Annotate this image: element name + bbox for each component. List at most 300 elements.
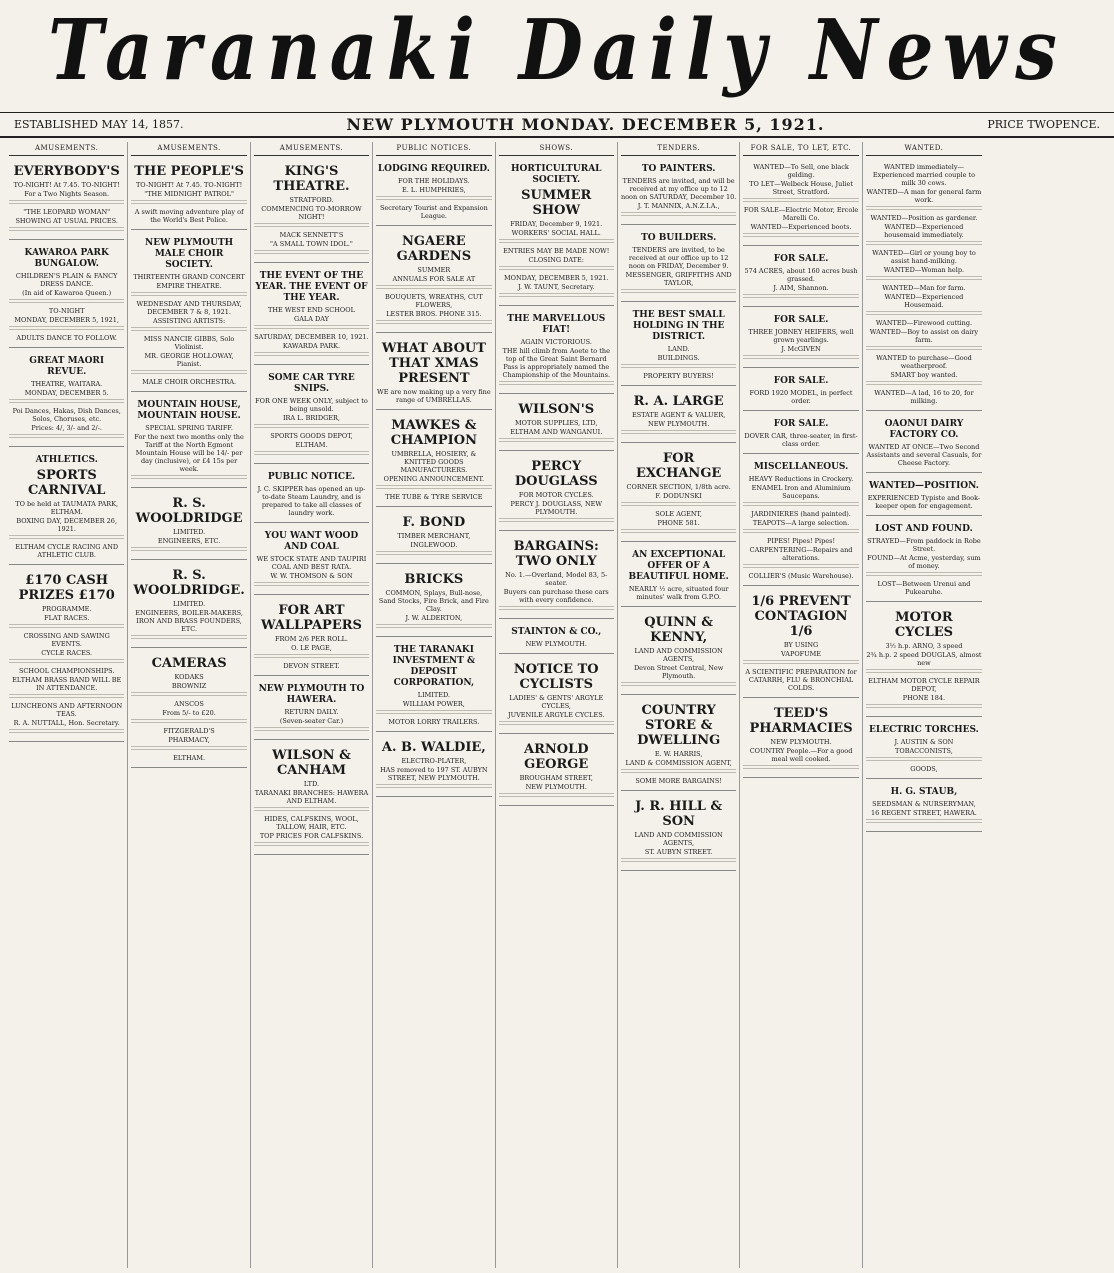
columns xyxy=(6,142,1108,1268)
column-3 xyxy=(251,142,373,1268)
body-text-filler xyxy=(9,326,124,332)
ad-text-line: J. W. ALDERTON, xyxy=(405,614,463,622)
ad-subheading: ELECTRIC TORCHES. xyxy=(869,725,979,735)
ad-text-line: SPECIAL SPRING TARIFF. xyxy=(145,424,233,432)
ad-text-line: LAND. xyxy=(667,345,690,353)
ad-subheading: TO PAINTERS. xyxy=(641,164,716,174)
ad-text-line: ANNUALS FOR SALE AT xyxy=(392,275,476,283)
ad-headline: F. BOND xyxy=(402,515,466,530)
ad-text-line: EMPIRE THEATRE. xyxy=(156,282,222,290)
advertisement xyxy=(866,782,982,832)
body-text-filler xyxy=(866,704,982,710)
ad-text-line: TO-NIGHT xyxy=(48,307,85,315)
body-text-filler xyxy=(254,223,369,229)
ad-headline: THE PEOPLE'S xyxy=(134,164,244,179)
advertisement xyxy=(376,336,491,410)
ad-text-line: LAND AND COMMISSION AGENTS, xyxy=(634,647,723,663)
ad-text-line: WE are now making up a very fine range of UMBRELLAS. xyxy=(377,388,491,404)
ad-text-line: TO-NIGHT! At 7.45. TO-NIGHT! xyxy=(135,181,243,189)
ad-text-line: THREE JOBNEY HEIFERS, well grown yearlings. xyxy=(748,328,854,344)
advertisement xyxy=(254,743,369,855)
ad-text-line: STRAYED—From paddock in Robe Street. xyxy=(867,537,981,553)
ad-text-line: WANTED—Experienced boots. xyxy=(750,223,852,231)
ad-text-line: NEW PLYMOUTH. xyxy=(648,420,710,428)
ad-text-line: WANTED—Position as gardener. xyxy=(870,214,978,222)
ad-text-line: CYCLE RACES. xyxy=(41,649,93,657)
body-text-filler xyxy=(376,285,491,291)
body-text-filler xyxy=(499,266,614,272)
column-5 xyxy=(496,142,618,1268)
ad-headline: MAWKES & CHAMPION xyxy=(390,418,477,448)
ad-headline: TEED'S PHARMACIES xyxy=(749,706,853,736)
ad-subheading: LODGING REQUIRED. xyxy=(377,164,490,174)
ad-headline: NOTICE TO CYCLISTS xyxy=(513,662,599,692)
body-text-filler xyxy=(131,475,246,481)
ad-subheading: YOU WANT WOOD AND COAL xyxy=(264,531,359,552)
ad-text-line: WANTED—Experienced housemaid immediately. xyxy=(884,223,964,239)
body-text-filler xyxy=(131,327,246,333)
ad-text-line: PHONE 581. xyxy=(657,519,700,527)
advertisement xyxy=(499,454,614,531)
ad-text-line: LESTER BROS. PHONE 315. xyxy=(386,310,482,318)
body-text-filler xyxy=(9,227,124,233)
ad-text-line: TARANAKI BRANCHES: HAWERA AND ELTHAM. xyxy=(254,789,369,805)
ad-text-line: NEW PLYMOUTH. xyxy=(770,738,832,746)
advertisement xyxy=(866,720,982,779)
ad-headline: PERCY DOUGLASS xyxy=(514,459,598,489)
body-text-filler xyxy=(866,346,982,352)
ad-text-line: Buyers can purchase these cars with every confidence. xyxy=(503,588,609,604)
ad-text-line: BY USING xyxy=(783,641,819,649)
ad-text-line: DOVER CAR, three-seater, in first-class order. xyxy=(744,432,858,448)
advertisement xyxy=(131,651,246,768)
ad-text-line: FORD 1920 MODEL, in perfect order. xyxy=(749,389,853,405)
ad-text-line: LIMITED. xyxy=(172,528,206,536)
ad-text-line: "A SMALL TOWN IDOL." xyxy=(270,240,353,248)
ad-text-line: ESTATE AGENT & VALUER, xyxy=(631,411,726,419)
body-text-filler xyxy=(866,819,982,825)
advertisement xyxy=(621,389,736,443)
ad-text-line: IRA L. BRIDGER, xyxy=(282,414,340,422)
ad-subheading: HORTICULTURAL SOCIETY. xyxy=(511,164,602,185)
ad-subheading: PUBLIC NOTICE. xyxy=(267,472,356,482)
advertisement xyxy=(254,679,369,740)
body-text-filler xyxy=(376,196,491,202)
ad-text-line: MONDAY, DECEMBER 5, 1921, xyxy=(14,316,119,324)
ad-text-line: DEVON STREET. xyxy=(283,662,340,670)
ad-text-line: ASSISTING ARTISTS: xyxy=(153,317,226,325)
ad-text-line: LTD. xyxy=(303,780,320,788)
ad-headline: EVERYBODY'S xyxy=(13,164,120,179)
body-text-filler xyxy=(621,769,736,775)
ad-text-line: 16 REGENT STREET, HAWERA. xyxy=(870,809,977,817)
advertisement xyxy=(9,351,124,447)
advertisement xyxy=(131,233,246,392)
masthead xyxy=(0,0,1114,110)
ad-text-line: ST. AUBYN STREET. xyxy=(644,848,713,856)
ad-text-line: FITZGERALD'S xyxy=(163,727,215,735)
ad-text-line: J. T. MANNIX, A.N.Z.I.A., xyxy=(637,202,720,210)
ad-text-line: PROPERTY BUYERS! xyxy=(643,372,714,380)
advertisement xyxy=(743,457,858,586)
ad-text-line: WEDNESDAY AND THURSDAY, DECEMBER 7 & 8, 1921. xyxy=(136,300,242,316)
ad-headline: R. S. WOOLDRIDGE xyxy=(135,496,243,526)
ad-text-line: ELECTRO-PLATER, xyxy=(401,757,467,765)
body-text-filler xyxy=(743,502,858,508)
ad-text-line: ELTHAM MOTOR CYCLE REPAIR DEPOT, xyxy=(868,677,980,693)
advertisement xyxy=(9,243,124,348)
ad-text-line: LOST—Between Urenui and Pukearuhe. xyxy=(877,580,971,596)
advertisement xyxy=(621,610,736,695)
body-text-filler xyxy=(376,710,491,716)
ad-text-line: CHILDREN'S PLAIN & FANCY DRESS DANCE. xyxy=(15,272,118,288)
ad-text-line: SOLE AGENT, xyxy=(655,510,702,518)
advertisement xyxy=(254,598,369,676)
ad-text-line: LAND & COMMISSION AGENT, xyxy=(625,759,732,767)
ad-headline: KING'S THEATRE. xyxy=(273,164,350,194)
advertisement xyxy=(131,491,246,560)
ad-text-line: SEEDSMAN & NURSERYMAN, xyxy=(872,800,976,808)
ad-text-line: COLLIER'S (Music Warehouse). xyxy=(748,572,854,580)
ad-text-line: WANTED—Woman help. xyxy=(883,266,965,274)
ad-text-line: WANTED AT ONCE—Two Second Assistants and several Casuals, for Cheese Factory. xyxy=(866,443,982,467)
ad-text-line: MONDAY, DECEMBER 5, 1921. xyxy=(503,274,609,282)
advertisement xyxy=(743,371,858,411)
ad-text-line: LIMITED. xyxy=(417,691,450,699)
ad-text-line: FOR MOTOR CYCLES. xyxy=(518,491,594,499)
body-text-filler xyxy=(9,299,124,305)
ad-text-line: FRIDAY, December 9, 1921. xyxy=(510,220,603,228)
ad-text-line: WANTED immediately—Experienced married couple to milk 30 cows. xyxy=(872,163,976,187)
ad-headline: WILSON'S xyxy=(518,402,595,417)
ad-text-line: BROUGHAM STREET, xyxy=(519,774,593,782)
advertisement xyxy=(254,467,369,523)
advertisement xyxy=(743,310,858,368)
body-text-filler xyxy=(254,842,369,848)
column-1 xyxy=(6,142,128,1268)
body-text-filler xyxy=(131,547,246,553)
ad-text-line: J. AIM, Shannon. xyxy=(773,284,829,292)
ad-text-line: WANTED—Girl or young boy to assist hand-milking. xyxy=(872,249,976,265)
ad-subheading: ATHLETICS. xyxy=(35,455,98,465)
body-text-filler xyxy=(743,765,858,771)
ad-subheading: THE TARANAKI INVESTMENT & DEPOSIT CORPORATION, xyxy=(392,645,476,688)
advertisement xyxy=(866,605,982,717)
body-text-filler xyxy=(376,624,491,630)
body-text-filler xyxy=(866,572,982,578)
body-text-filler xyxy=(499,293,614,299)
advertisement xyxy=(376,413,491,507)
body-text-filler xyxy=(254,451,369,457)
advertisement xyxy=(9,450,124,565)
advertisement xyxy=(131,395,246,488)
ad-text-line: WANTED—Firewood cutting. xyxy=(875,319,973,327)
ad-subheading: GREAT MAORI REVUE. xyxy=(29,356,105,377)
ad-text-line: COMMON, Splays, Bull-nose, Sand Stocks, Fire Brick, and Fire Clay. xyxy=(378,589,489,613)
ad-text-line: BOUQUETS, WREATHS, CUT FLOWERS, xyxy=(384,293,483,309)
ad-headline: COUNTRY STORE & DWELLING xyxy=(637,703,721,748)
ad-text-line: RETURN DAILY. xyxy=(284,708,339,716)
body-text-filler xyxy=(9,694,124,700)
ad-text-line: (Seven-seater Car.) xyxy=(279,717,344,725)
ad-text-line: PERCY J. DOUGLASS, NEW PLYMOUTH. xyxy=(510,500,603,516)
ad-text-line: For a Two Nights Season. xyxy=(24,190,110,198)
advertisement xyxy=(621,446,736,542)
column-header: TENDERS. xyxy=(621,142,736,156)
body-text-filler xyxy=(9,659,124,665)
price: PRICE TWOPENCE. xyxy=(987,118,1100,131)
body-text-filler xyxy=(376,551,491,557)
ad-text-line: FOR SALE—Electric Motor, Ercole Marelli Co. xyxy=(743,206,859,222)
advertisement xyxy=(866,519,982,602)
ad-text-line: TEAPOTS—A large selection. xyxy=(752,519,850,527)
ad-headline: £170 CASH PRIZES £170 xyxy=(18,573,115,603)
ad-text-line: FOR ONE WEEK ONLY, subject to being unsold. xyxy=(255,397,368,413)
ad-text-line: CORNER SECTION, 1/8th acre. xyxy=(626,483,731,491)
ad-text-line: MONDAY, DECEMBER 5. xyxy=(24,389,109,397)
ad-text-line: THEATRE, WAITARA. xyxy=(31,380,103,388)
ad-text-line: CLOSING DATE: xyxy=(528,256,584,264)
advertisement xyxy=(499,159,614,306)
ad-text-line: "THE MIDNIGHT PATROL" xyxy=(144,190,234,198)
column-header: WANTED. xyxy=(866,142,982,156)
advertisement xyxy=(376,229,491,333)
ad-text-line: WANTED—A lad, 16 to 20, for milking. xyxy=(874,389,974,405)
body-text-filler xyxy=(621,364,736,370)
ad-text-line: BROWNIZ xyxy=(171,682,207,690)
ad-text-line: TIMBER MERCHANT, xyxy=(397,532,471,540)
body-text-filler xyxy=(376,485,491,491)
advertisement xyxy=(376,640,491,732)
ad-subheading: H. G. STAUB, xyxy=(890,787,958,797)
body-text-filler xyxy=(621,212,736,218)
ad-text-line: Prices: 4/, 3/- and 2/-. xyxy=(31,424,102,432)
ad-text-line: SUMMER xyxy=(417,266,451,274)
ad-text-line: HAS removed to 197 ST. AUBYN STREET, NEW PLYMOUTH. xyxy=(380,766,488,782)
column-header: AMUSEMENTS. xyxy=(9,142,124,156)
ad-text-line: ADULTS DANCE TO FOLLOW. xyxy=(16,334,117,342)
body-text-filler xyxy=(254,807,369,813)
body-text-filler xyxy=(499,606,614,612)
ad-subheading: FOR SALE. xyxy=(773,419,829,429)
advertisement xyxy=(9,159,124,240)
ad-text-line: STRATFORD. xyxy=(289,196,334,204)
body-text-filler xyxy=(254,582,369,588)
advertisement xyxy=(499,657,614,734)
ad-text-line: THIRTEENTH GRAND CONCERT xyxy=(133,273,245,281)
body-text-filler xyxy=(866,276,982,282)
body-text-filler xyxy=(621,502,736,508)
body-text-filler xyxy=(254,727,369,733)
advertisement xyxy=(621,545,736,607)
advertisement xyxy=(376,735,491,797)
ad-text-line: GALA DAY xyxy=(294,315,329,323)
body-text-filler xyxy=(866,669,982,675)
ad-text-line: R. A. NUTTALL, Hon. Secretary. xyxy=(13,719,120,727)
body-text-filler xyxy=(499,793,614,799)
ad-text-line: Poi Dances, Hakas, Dish Dances, Solos, Choruses, etc. xyxy=(12,407,121,423)
ad-text-line: NEW PLYMOUTH. xyxy=(525,783,587,791)
ad-subheading: SOME CAR TYRE SNIPS. xyxy=(268,373,355,394)
body-text-filler xyxy=(621,529,736,535)
ad-text-line: SPORTS GOODS DEPOT, xyxy=(270,432,353,440)
ad-text-line: WANTED—Man for farm. xyxy=(882,284,966,292)
ad-text-line: A SCIENTIFIC PREPARATION for CATARRH, FLU & BRONCHIAL COLDS. xyxy=(745,668,857,692)
ad-text-line: EXPERIENCED Typiste and Book-keeper open for engagement. xyxy=(867,494,981,510)
body-text-filler xyxy=(131,635,246,641)
ad-text-line: THE TUBE & TYRE SERVICE xyxy=(385,493,483,501)
ad-subheading: THE BEST SMALL HOLDING IN THE DISTRICT. xyxy=(632,310,725,342)
advertisement xyxy=(743,159,858,246)
body-text-filler xyxy=(131,746,246,752)
body-text-filler xyxy=(866,311,982,317)
ad-text-line: O. LE PAGE, xyxy=(291,644,332,652)
advertisement xyxy=(743,589,858,698)
advertisement xyxy=(254,266,369,365)
advertisement xyxy=(743,249,858,307)
column-header: AMUSEMENTS. xyxy=(254,142,369,156)
ad-text-line: SOME MORE BARGAINS! xyxy=(635,777,722,785)
ad-text-line: TENDERS are invited, to be received at our office up to 12 noon on FRIDAY, December 9. xyxy=(628,246,729,270)
ad-headline: R. S. WOOLDRIDGE. xyxy=(133,568,245,598)
body-text-filler xyxy=(621,858,736,864)
ad-text-line: F. DODUNSKI xyxy=(655,492,702,500)
body-text-filler xyxy=(499,721,614,727)
body-text-filler xyxy=(499,518,614,524)
advertisement xyxy=(499,737,614,806)
body-text-filler xyxy=(621,682,736,688)
advertisement xyxy=(621,698,736,791)
body-text-filler xyxy=(376,320,491,326)
ad-headline: BARGAINS: TWO ONLY xyxy=(513,539,599,569)
ad-text-line: CARPENTERING—Repairs and alterations. xyxy=(749,546,853,562)
ad-subheading: NEW PLYMOUTH MALE CHOIR SOCIETY. xyxy=(145,238,234,270)
ad-subheading: KAWAROA PARK BUNGALOW. xyxy=(24,248,109,269)
ad-text-line: WANTED to purchase—Good weatherproof. xyxy=(876,354,972,370)
ad-text-line: THE WEST END SCHOOL xyxy=(268,306,355,314)
ad-text-line: From 5/- to £20. xyxy=(162,709,216,717)
ad-text-line: BOXING DAY, DECEMBER 26, 1921. xyxy=(16,517,118,533)
ad-headline: WILSON & CANHAM xyxy=(272,748,351,778)
advertisement xyxy=(866,159,982,411)
ad-headline: QUINN & KENNY, xyxy=(644,615,714,645)
ad-text-line: OPENING ANNOUNCEMENT. xyxy=(383,475,485,483)
ad-text-line: JUVENILE ARGYLE CYCLES. xyxy=(508,711,605,719)
ad-text-line: WANTED—To Sell, one black gelding. xyxy=(753,163,849,179)
ad-text-line: TO be held at TAUMATA PARK, ELTHAM. xyxy=(15,500,119,516)
ad-subheading: FOR SALE. xyxy=(773,315,829,325)
ad-text-line: LIMITED. xyxy=(172,600,206,608)
ad-text-line: WANTED—Experienced Housemaid. xyxy=(884,293,964,309)
column-6 xyxy=(618,142,740,1268)
column-7 xyxy=(740,142,862,1268)
ad-subheading: WANTED—POSITION. xyxy=(868,481,979,491)
ad-subheading: FOR SALE. xyxy=(773,376,829,386)
ad-text-line: TO LET—Welbeck House, Juliet Street, Stratford. xyxy=(749,180,853,196)
ad-text-line: SCHOOL CHAMPIONSHIPS. xyxy=(18,667,115,675)
advertisement xyxy=(866,414,982,473)
ad-text-line: MISS NANCIE GIBBS, Solo Violinist. xyxy=(143,335,235,351)
dateline-bar xyxy=(0,112,1114,138)
body-text-filler xyxy=(743,529,858,535)
column-2 xyxy=(128,142,250,1268)
ad-text-line: ENAMEL Iron and Aluminium Saucepans. xyxy=(751,484,851,500)
ad-subheading: AN EXCEPTIONAL OFFER OF A BEAUTIFUL HOME. xyxy=(628,550,729,582)
column-header: PUBLIC NOTICES. xyxy=(376,142,491,156)
ad-text-line: ELTHAM AND WANGANUI. xyxy=(510,428,603,436)
ad-text-line: HIDES, CALFSKINS, WOOL, TALLOW, HAIR, ETC. xyxy=(264,815,359,831)
ad-text-line: No. 1.—Overland, Model 83, 5-seater. xyxy=(505,571,608,587)
ad-subheading: THE MARVELLOUS FIAT! xyxy=(507,314,606,335)
ad-text-line: COUNTRY People.—For a good meal well cooked. xyxy=(749,747,853,763)
body-text-filler xyxy=(131,370,246,376)
body-text-filler xyxy=(499,381,614,387)
body-text-filler xyxy=(743,294,858,300)
ad-text-line: BUILDINGS. xyxy=(657,354,700,362)
ad-text-line: For the next two months only the Tariff at the North Egmont Mountain House will be 14/- per day (inclusive), or £4 15s per week. xyxy=(134,433,244,473)
ad-text-line: THE hill climb from Aoete to the top of the Great Saint Bernard Pass is appropriately named the Championship of the Mountains. xyxy=(502,347,611,379)
ad-text-line: MR. GEORGE HOLLOWAY, Pianist. xyxy=(144,352,234,368)
ad-text-line: Secretary Tourist and Expansion League. xyxy=(379,204,488,220)
body-text-filler xyxy=(254,325,369,331)
ad-text-line: 2¾ h.p. 2 speed DOUGLAS, almost new xyxy=(866,651,982,667)
ad-text-line: MOTOR LORRY TRAILERS. xyxy=(388,718,480,726)
ad-text-line: E. W. HARRIS, xyxy=(654,750,703,758)
ad-text-line: SATURDAY, DECEMBER 10, 1921. xyxy=(254,333,369,341)
ad-headline: NGAERE GARDENS xyxy=(396,234,472,264)
advertisement xyxy=(376,567,491,637)
body-text-filler xyxy=(9,624,124,630)
body-text-filler xyxy=(9,535,124,541)
ad-text-line: MALE CHOIR ORCHESTRA. xyxy=(142,378,237,386)
ad-text-line: VAPOFUME xyxy=(781,650,822,658)
ad-headline: FOR EXCHANGE xyxy=(635,451,722,481)
ad-subheading: MOUNTAIN HOUSE, MOUNTAIN HOUSE. xyxy=(137,400,241,421)
ad-text-line: ENGINEERS, ETC. xyxy=(157,537,221,545)
ad-text-line: TOBACCONISTS, xyxy=(895,747,953,755)
advertisement xyxy=(499,534,614,619)
ad-text-line: ELTHAM. xyxy=(173,754,206,762)
ad-text-line: INGLEWOOD. xyxy=(410,541,458,549)
ad-text-line: LADIES' & GENTS' ARGYLE CYCLES, xyxy=(509,694,604,710)
ad-headline: R. A. LARGE xyxy=(633,394,724,409)
ad-headline: MOTOR CYCLES xyxy=(894,610,954,640)
body-text-filler xyxy=(9,729,124,735)
ad-subheading: LOST AND FOUND. xyxy=(875,524,973,534)
body-text-filler xyxy=(131,692,246,698)
ad-headline: J. R. HILL & SON xyxy=(635,799,723,829)
ad-text-line: LUNCHEONS AND AFTERNOON TEAS. xyxy=(11,702,123,718)
ad-subheading: TO BUILDERS. xyxy=(641,233,717,243)
ad-text-line: HEAVY Reductions in Crockery. xyxy=(748,475,854,483)
body-text-filler xyxy=(9,399,124,405)
advertisement xyxy=(743,701,858,778)
ad-text-line: ENTRIES MAY BE MADE NOW! xyxy=(503,247,610,255)
advertisement xyxy=(621,228,736,302)
advertisement xyxy=(621,159,736,225)
body-text-filler xyxy=(254,352,369,358)
issue-date: NEW PLYMOUTH MONDAY. DECEMBER 5, 1921. xyxy=(346,115,825,134)
advertisement xyxy=(254,159,369,263)
body-text-filler xyxy=(743,355,858,361)
ad-text-line: SHOWING AT USUAL PRICES. xyxy=(15,217,118,225)
ad-text-line: TO-NIGHT! At 7.45. TO-NIGHT! xyxy=(13,181,120,189)
ad-text-line: KAWARDA PARK. xyxy=(282,342,341,350)
advertisement xyxy=(254,526,369,595)
advertisement xyxy=(743,414,858,454)
ad-text-line: ELTHAM. xyxy=(295,441,328,449)
ad-text-line: J. W. TAUNT, Secretary. xyxy=(517,283,595,291)
